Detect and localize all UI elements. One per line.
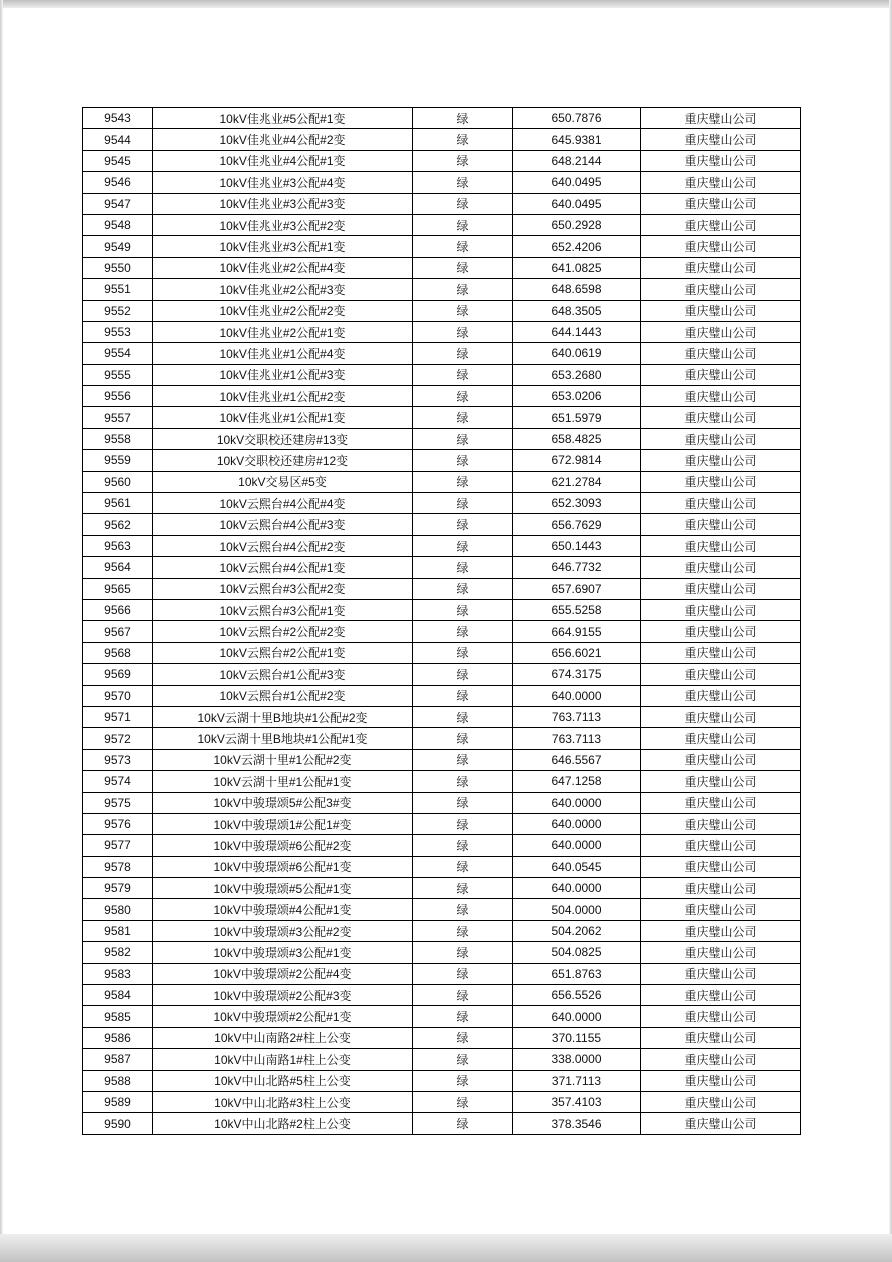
table-row <box>83 685 801 706</box>
cell-status: 绿 <box>413 813 513 834</box>
cell-company: 重庆璧山公司 <box>641 856 801 877</box>
table-row <box>83 471 801 492</box>
cell-value: 640.0000 <box>513 813 641 834</box>
cell-company: 重庆璧山公司 <box>641 279 801 300</box>
cell-value: 338.0000 <box>513 1049 641 1070</box>
cell-company: 重庆璧山公司 <box>641 835 801 856</box>
cell-status: 绿 <box>413 942 513 963</box>
cell-value: 641.0825 <box>513 257 641 278</box>
cell-company: 重庆璧山公司 <box>641 706 801 727</box>
cell-name: 10kV中骏璟颂#6公配#2变 <box>153 835 413 856</box>
cell-id: 9578 <box>83 856 153 877</box>
cell-id: 9548 <box>83 214 153 235</box>
table-row <box>83 856 801 877</box>
cell-status: 绿 <box>413 835 513 856</box>
cell-status: 绿 <box>413 578 513 599</box>
cell-id: 9571 <box>83 706 153 727</box>
cell-status: 绿 <box>413 1091 513 1112</box>
cell-company: 重庆璧山公司 <box>641 963 801 984</box>
cell-name: 10kV云湖十里B地块#1公配#2变 <box>153 706 413 727</box>
cell-name: 10kV中骏璟颂1#公配1#变 <box>153 813 413 834</box>
cell-value: 640.0000 <box>513 792 641 813</box>
cell-status: 绿 <box>413 214 513 235</box>
cell-name: 10kV佳兆业#2公配#2变 <box>153 300 413 321</box>
cell-name: 10kV云熙台#1公配#3变 <box>153 664 413 685</box>
table-row <box>83 835 801 856</box>
cell-status: 绿 <box>413 685 513 706</box>
cell-company: 重庆璧山公司 <box>641 108 801 129</box>
table-row <box>83 1113 801 1134</box>
table-row <box>83 129 801 150</box>
cell-status: 绿 <box>413 257 513 278</box>
table-row <box>83 557 801 578</box>
cell-id: 9580 <box>83 899 153 920</box>
page-top-edge <box>0 0 892 8</box>
cell-value: 640.0495 <box>513 193 641 214</box>
cell-value: 653.0206 <box>513 386 641 407</box>
cell-id: 9584 <box>83 985 153 1006</box>
cell-company: 重庆璧山公司 <box>641 321 801 342</box>
table-row <box>83 706 801 727</box>
cell-name: 10kV云熙台#4公配#1变 <box>153 557 413 578</box>
cell-company: 重庆璧山公司 <box>641 493 801 514</box>
cell-id: 9574 <box>83 771 153 792</box>
cell-status: 绿 <box>413 1113 513 1134</box>
cell-value: 371.7113 <box>513 1070 641 1091</box>
cell-status: 绿 <box>413 856 513 877</box>
cell-id: 9547 <box>83 193 153 214</box>
cell-id: 9579 <box>83 878 153 899</box>
cell-value: 640.0000 <box>513 685 641 706</box>
cell-value: 650.7876 <box>513 108 641 129</box>
cell-name: 10kV佳兆业#2公配#1变 <box>153 321 413 342</box>
cell-id: 9549 <box>83 236 153 257</box>
cell-status: 绿 <box>413 172 513 193</box>
cell-id: 9551 <box>83 279 153 300</box>
cell-status: 绿 <box>413 450 513 471</box>
cell-status: 绿 <box>413 621 513 642</box>
cell-name: 10kV中山北路#5柱上公变 <box>153 1070 413 1091</box>
table-row <box>83 407 801 428</box>
cell-name: 10kV中山南路1#柱上公变 <box>153 1049 413 1070</box>
cell-name: 10kV中骏璟颂#2公配#3变 <box>153 985 413 1006</box>
cell-id: 9587 <box>83 1049 153 1070</box>
cell-id: 9545 <box>83 150 153 171</box>
cell-name: 10kV中山北路#2柱上公变 <box>153 1113 413 1134</box>
cell-id: 9577 <box>83 835 153 856</box>
cell-id: 9543 <box>83 108 153 129</box>
cell-company: 重庆璧山公司 <box>641 771 801 792</box>
cell-value: 652.4206 <box>513 236 641 257</box>
table-row <box>83 321 801 342</box>
cell-name: 10kV云熙台#3公配#2变 <box>153 578 413 599</box>
table-row <box>83 535 801 556</box>
cell-name: 10kV中骏璟颂5#公配3#变 <box>153 792 413 813</box>
cell-id: 9556 <box>83 386 153 407</box>
cell-name: 10kV佳兆业#1公配#4变 <box>153 343 413 364</box>
cell-id: 9569 <box>83 664 153 685</box>
cell-company: 重庆璧山公司 <box>641 300 801 321</box>
cell-name: 10kV中骏璟颂#5公配#1变 <box>153 878 413 899</box>
cell-id: 9568 <box>83 642 153 663</box>
cell-company: 重庆璧山公司 <box>641 557 801 578</box>
cell-company: 重庆璧山公司 <box>641 386 801 407</box>
cell-name: 10kV佳兆业#2公配#4变 <box>153 257 413 278</box>
cell-value: 664.9155 <box>513 621 641 642</box>
cell-value: 646.5567 <box>513 749 641 770</box>
table-row <box>83 942 801 963</box>
cell-company: 重庆璧山公司 <box>641 471 801 492</box>
cell-id: 9561 <box>83 493 153 514</box>
table-row <box>83 493 801 514</box>
cell-status: 绿 <box>413 985 513 1006</box>
cell-company: 重庆璧山公司 <box>641 407 801 428</box>
cell-company: 重庆璧山公司 <box>641 428 801 449</box>
cell-status: 绿 <box>413 471 513 492</box>
table-row <box>83 578 801 599</box>
cell-id: 9555 <box>83 364 153 385</box>
cell-company: 重庆璧山公司 <box>641 578 801 599</box>
cell-company: 重庆璧山公司 <box>641 514 801 535</box>
cell-name: 10kV交职校还建房#12变 <box>153 450 413 471</box>
table-row <box>83 343 801 364</box>
cell-name: 10kV佳兆业#3公配#1变 <box>153 236 413 257</box>
cell-name: 10kV云湖十里#1公配#2变 <box>153 749 413 770</box>
cell-name: 10kV云熙台#2公配#1变 <box>153 642 413 663</box>
table-row <box>83 257 801 278</box>
table-row <box>83 450 801 471</box>
cell-value: 504.0825 <box>513 942 641 963</box>
cell-company: 重庆璧山公司 <box>641 364 801 385</box>
cell-name: 10kV佳兆业#1公配#3变 <box>153 364 413 385</box>
cell-name: 10kV云熙台#4公配#3变 <box>153 514 413 535</box>
table-row <box>83 813 801 834</box>
cell-company: 重庆璧山公司 <box>641 129 801 150</box>
cell-id: 9564 <box>83 557 153 578</box>
cell-company: 重庆璧山公司 <box>641 1049 801 1070</box>
cell-name: 10kV云湖十里B地块#1公配#1变 <box>153 728 413 749</box>
table-row <box>83 150 801 171</box>
cell-name: 10kV中骏璟颂#3公配#2变 <box>153 920 413 941</box>
table-row <box>83 599 801 620</box>
cell-name: 10kV佳兆业#1公配#1变 <box>153 407 413 428</box>
cell-id: 9552 <box>83 300 153 321</box>
cell-value: 652.3093 <box>513 493 641 514</box>
cell-id: 9567 <box>83 621 153 642</box>
table-row <box>83 963 801 984</box>
cell-value: 640.0619 <box>513 343 641 364</box>
table-row <box>83 1049 801 1070</box>
table-row <box>83 728 801 749</box>
cell-id: 9589 <box>83 1091 153 1112</box>
cell-status: 绿 <box>413 108 513 129</box>
cell-name: 10kV中山北路#3柱上公变 <box>153 1091 413 1112</box>
cell-name: 10kV佳兆业#5公配#1变 <box>153 108 413 129</box>
cell-value: 378.3546 <box>513 1113 641 1134</box>
cell-value: 672.9814 <box>513 450 641 471</box>
cell-status: 绿 <box>413 364 513 385</box>
cell-status: 绿 <box>413 642 513 663</box>
cell-status: 绿 <box>413 407 513 428</box>
cell-value: 651.5979 <box>513 407 641 428</box>
cell-name: 10kV中骏璟颂#6公配#1变 <box>153 856 413 877</box>
cell-value: 640.0545 <box>513 856 641 877</box>
table-row <box>83 792 801 813</box>
cell-id: 9550 <box>83 257 153 278</box>
table-row <box>83 878 801 899</box>
cell-value: 646.7732 <box>513 557 641 578</box>
table-row <box>83 300 801 321</box>
cell-status: 绿 <box>413 963 513 984</box>
cell-value: 647.1258 <box>513 771 641 792</box>
cell-id: 9576 <box>83 813 153 834</box>
cell-name: 10kV云熙台#4公配#2变 <box>153 535 413 556</box>
cell-name: 10kV云熙台#4公配#4变 <box>153 493 413 514</box>
cell-name: 10kV佳兆业#1公配#2变 <box>153 386 413 407</box>
cell-name: 10kV佳兆业#4公配#2变 <box>153 129 413 150</box>
cell-id: 9566 <box>83 599 153 620</box>
cell-value: 640.0495 <box>513 172 641 193</box>
cell-value: 651.8763 <box>513 963 641 984</box>
cell-company: 重庆璧山公司 <box>641 664 801 685</box>
cell-value: 655.5258 <box>513 599 641 620</box>
cell-name: 10kV佳兆业#3公配#4变 <box>153 172 413 193</box>
cell-company: 重庆璧山公司 <box>641 878 801 899</box>
cell-company: 重庆璧山公司 <box>641 1091 801 1112</box>
table-row <box>83 920 801 941</box>
cell-company: 重庆璧山公司 <box>641 685 801 706</box>
cell-value: 657.6907 <box>513 578 641 599</box>
cell-company: 重庆璧山公司 <box>641 1027 801 1048</box>
cell-id: 9586 <box>83 1027 153 1048</box>
cell-status: 绿 <box>413 1006 513 1027</box>
table-row <box>83 1091 801 1112</box>
cell-status: 绿 <box>413 557 513 578</box>
table-row <box>83 193 801 214</box>
cell-value: 674.3175 <box>513 664 641 685</box>
cell-status: 绿 <box>413 1070 513 1091</box>
cell-value: 644.1443 <box>513 321 641 342</box>
table-row <box>83 279 801 300</box>
table-row <box>83 214 801 235</box>
cell-value: 504.2062 <box>513 920 641 941</box>
cell-id: 9575 <box>83 792 153 813</box>
cell-company: 重庆璧山公司 <box>641 621 801 642</box>
cell-status: 绿 <box>413 343 513 364</box>
cell-company: 重庆璧山公司 <box>641 1113 801 1134</box>
table-row <box>83 621 801 642</box>
cell-company: 重庆璧山公司 <box>641 813 801 834</box>
cell-name: 10kV云熙台#2公配#2变 <box>153 621 413 642</box>
cell-id: 9588 <box>83 1070 153 1091</box>
cell-status: 绿 <box>413 493 513 514</box>
cell-status: 绿 <box>413 279 513 300</box>
cell-company: 重庆璧山公司 <box>641 236 801 257</box>
cell-status: 绿 <box>413 706 513 727</box>
cell-name: 10kV交易区#5变 <box>153 471 413 492</box>
cell-value: 621.2784 <box>513 471 641 492</box>
cell-name: 10kV云湖十里#1公配#1变 <box>153 771 413 792</box>
table-row <box>83 749 801 770</box>
cell-company: 重庆璧山公司 <box>641 792 801 813</box>
cell-value: 357.4103 <box>513 1091 641 1112</box>
transformer-table-body <box>83 108 801 1135</box>
cell-id: 9582 <box>83 942 153 963</box>
cell-status: 绿 <box>413 514 513 535</box>
cell-id: 9546 <box>83 172 153 193</box>
cell-status: 绿 <box>413 771 513 792</box>
table-row <box>83 514 801 535</box>
cell-company: 重庆璧山公司 <box>641 172 801 193</box>
cell-value: 658.4825 <box>513 428 641 449</box>
cell-name: 10kV交职校还建房#13变 <box>153 428 413 449</box>
cell-status: 绿 <box>413 150 513 171</box>
table-row <box>83 899 801 920</box>
cell-id: 9559 <box>83 450 153 471</box>
cell-value: 656.7629 <box>513 514 641 535</box>
cell-company: 重庆璧山公司 <box>641 535 801 556</box>
page-bottom-edge <box>0 1234 892 1262</box>
cell-name: 10kV中山南路2#柱上公变 <box>153 1027 413 1048</box>
cell-id: 9557 <box>83 407 153 428</box>
cell-company: 重庆璧山公司 <box>641 193 801 214</box>
cell-name: 10kV云熙台#1公配#2变 <box>153 685 413 706</box>
cell-id: 9585 <box>83 1006 153 1027</box>
cell-id: 9562 <box>83 514 153 535</box>
cell-id: 9581 <box>83 920 153 941</box>
table-row <box>83 1027 801 1048</box>
transformer-table <box>82 107 801 1135</box>
table-row <box>83 386 801 407</box>
cell-id: 9553 <box>83 321 153 342</box>
cell-name: 10kV中骏璟颂#4公配#1变 <box>153 899 413 920</box>
table-row <box>83 172 801 193</box>
cell-status: 绿 <box>413 428 513 449</box>
cell-value: 370.1155 <box>513 1027 641 1048</box>
cell-name: 10kV佳兆业#2公配#3变 <box>153 279 413 300</box>
cell-status: 绿 <box>413 129 513 150</box>
cell-company: 重庆璧山公司 <box>641 450 801 471</box>
page-left-edge <box>0 0 3 1262</box>
cell-value: 640.0000 <box>513 835 641 856</box>
cell-value: 763.7113 <box>513 706 641 727</box>
cell-status: 绿 <box>413 1049 513 1070</box>
table-row <box>83 236 801 257</box>
cell-value: 656.5526 <box>513 985 641 1006</box>
cell-company: 重庆璧山公司 <box>641 942 801 963</box>
cell-value: 656.6021 <box>513 642 641 663</box>
cell-value: 650.1443 <box>513 535 641 556</box>
table-row <box>83 771 801 792</box>
cell-value: 640.0000 <box>513 1006 641 1027</box>
cell-company: 重庆璧山公司 <box>641 150 801 171</box>
table-row <box>83 1070 801 1091</box>
cell-status: 绿 <box>413 386 513 407</box>
cell-id: 9558 <box>83 428 153 449</box>
cell-company: 重庆璧山公司 <box>641 642 801 663</box>
cell-status: 绿 <box>413 920 513 941</box>
cell-value: 763.7113 <box>513 728 641 749</box>
cell-company: 重庆璧山公司 <box>641 985 801 1006</box>
cell-status: 绿 <box>413 749 513 770</box>
cell-status: 绿 <box>413 236 513 257</box>
cell-value: 648.2144 <box>513 150 641 171</box>
cell-name: 10kV云熙台#3公配#1变 <box>153 599 413 620</box>
cell-status: 绿 <box>413 664 513 685</box>
cell-value: 504.0000 <box>513 899 641 920</box>
cell-status: 绿 <box>413 321 513 342</box>
cell-status: 绿 <box>413 535 513 556</box>
cell-value: 653.2680 <box>513 364 641 385</box>
cell-id: 9570 <box>83 685 153 706</box>
cell-company: 重庆璧山公司 <box>641 599 801 620</box>
cell-company: 重庆璧山公司 <box>641 1070 801 1091</box>
cell-name: 10kV中骏璟颂#3公配#1变 <box>153 942 413 963</box>
table-row <box>83 428 801 449</box>
cell-company: 重庆璧山公司 <box>641 728 801 749</box>
cell-status: 绿 <box>413 1027 513 1048</box>
cell-id: 9554 <box>83 343 153 364</box>
table-row <box>83 664 801 685</box>
cell-status: 绿 <box>413 728 513 749</box>
cell-status: 绿 <box>413 599 513 620</box>
table-row <box>83 985 801 1006</box>
cell-company: 重庆璧山公司 <box>641 749 801 770</box>
table-row <box>83 1006 801 1027</box>
cell-id: 9544 <box>83 129 153 150</box>
table-row <box>83 108 801 129</box>
cell-id: 9560 <box>83 471 153 492</box>
cell-value: 648.3505 <box>513 300 641 321</box>
cell-company: 重庆璧山公司 <box>641 1006 801 1027</box>
cell-company: 重庆璧山公司 <box>641 899 801 920</box>
cell-id: 9590 <box>83 1113 153 1134</box>
cell-status: 绿 <box>413 193 513 214</box>
table-row <box>83 364 801 385</box>
cell-company: 重庆璧山公司 <box>641 257 801 278</box>
cell-name: 10kV佳兆业#4公配#1变 <box>153 150 413 171</box>
cell-value: 640.0000 <box>513 878 641 899</box>
cell-name: 10kV佳兆业#3公配#2变 <box>153 214 413 235</box>
cell-name: 10kV佳兆业#3公配#3变 <box>153 193 413 214</box>
cell-name: 10kV中骏璟颂#2公配#4变 <box>153 963 413 984</box>
cell-status: 绿 <box>413 899 513 920</box>
cell-status: 绿 <box>413 878 513 899</box>
cell-name: 10kV中骏璟颂#2公配#1变 <box>153 1006 413 1027</box>
cell-value: 648.6598 <box>513 279 641 300</box>
cell-company: 重庆璧山公司 <box>641 343 801 364</box>
table-row <box>83 642 801 663</box>
cell-company: 重庆璧山公司 <box>641 920 801 941</box>
cell-value: 650.2928 <box>513 214 641 235</box>
cell-id: 9573 <box>83 749 153 770</box>
cell-id: 9563 <box>83 535 153 556</box>
cell-id: 9565 <box>83 578 153 599</box>
cell-status: 绿 <box>413 792 513 813</box>
cell-status: 绿 <box>413 300 513 321</box>
cell-company: 重庆璧山公司 <box>641 214 801 235</box>
cell-id: 9572 <box>83 728 153 749</box>
cell-id: 9583 <box>83 963 153 984</box>
cell-value: 645.9381 <box>513 129 641 150</box>
